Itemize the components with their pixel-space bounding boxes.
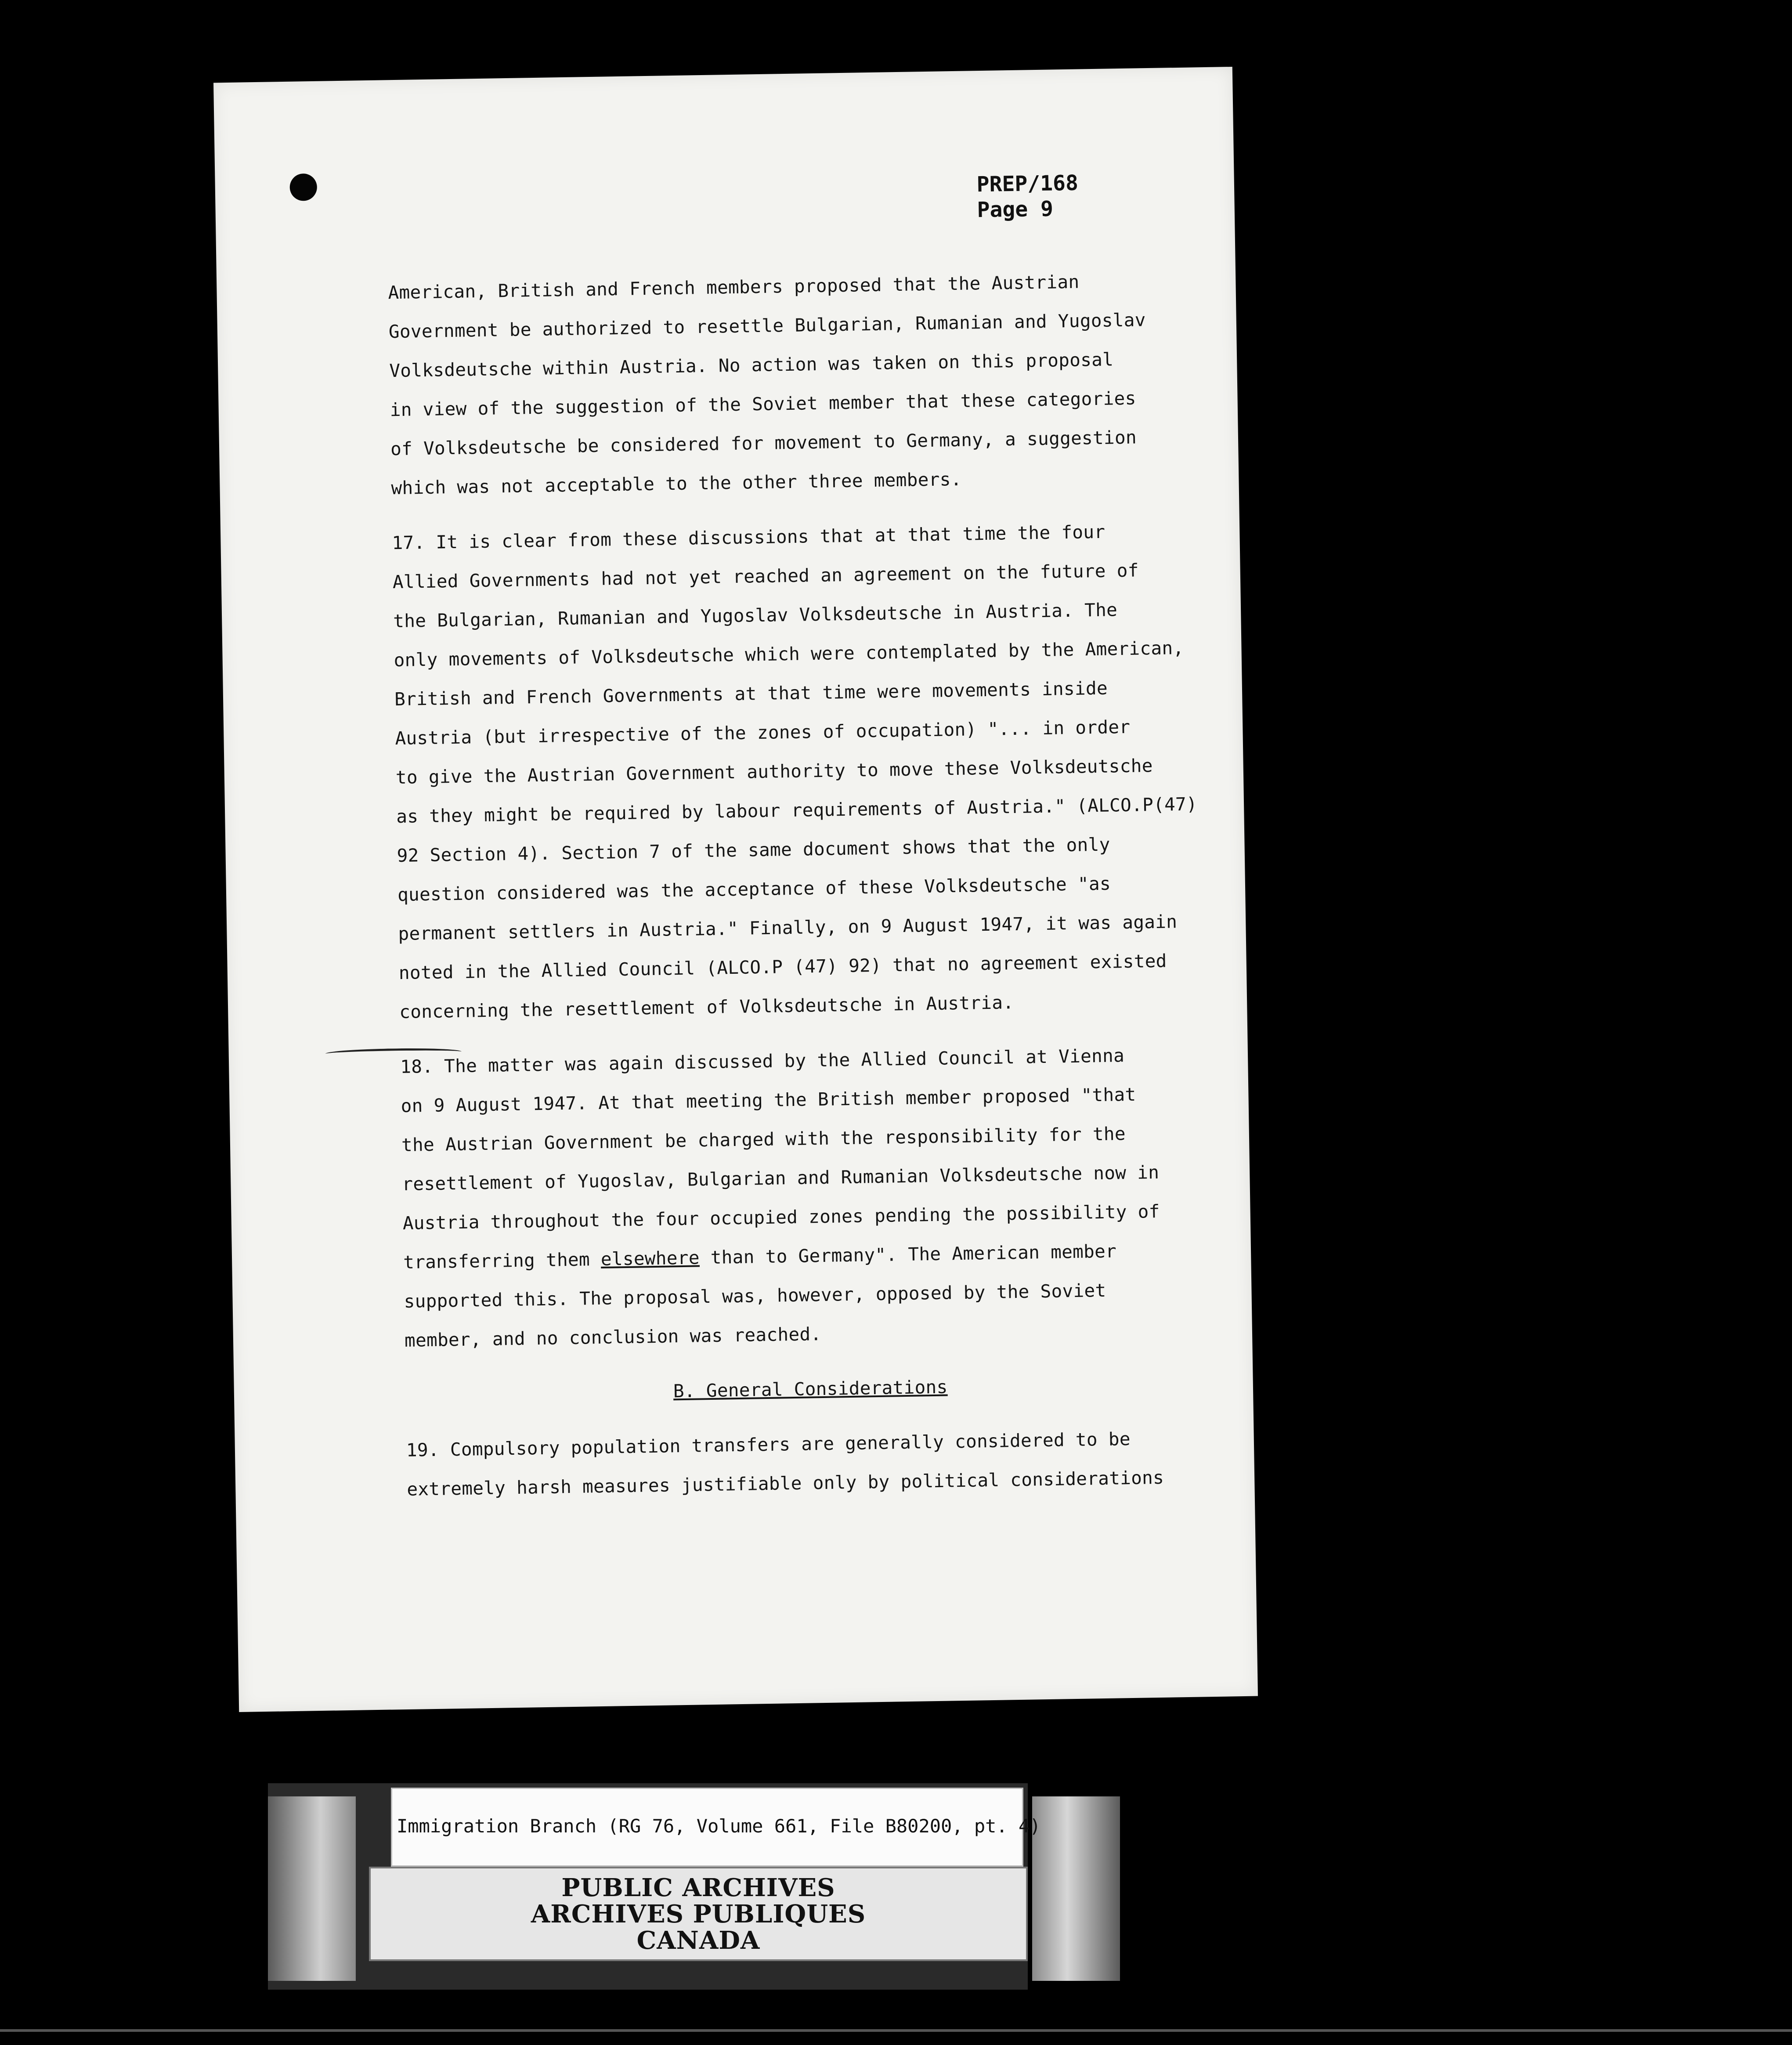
text-line: in view of the suggestion of the Soviet member that these categories [390, 387, 1136, 421]
underlined-word: elsewhere [600, 1247, 700, 1270]
archive-citation [391, 1788, 1041, 1867]
text-line: to give the Austrian Government authority to move these Volksdeutsche [395, 755, 1153, 788]
citation-text: Immigration Branch (RG 76, Volume 661, File B80200, pt. 4) [397, 1815, 1041, 1837]
text-line: British and French Governments at that time were movements inside [394, 677, 1108, 710]
text-line: Austria (but irrespective of the zones of occupation) "... in order [395, 716, 1131, 749]
text-line: which was not acceptable to the other three members. [391, 468, 962, 499]
text-segment: transferring them [403, 1248, 601, 1273]
stamp-line: ARCHIVES PUBLIQUES [531, 1900, 866, 1929]
text-line: concerning the resettlement of Volksdeutsche in Austria. [399, 992, 1014, 1023]
text-line: question considered was the acceptance of these Volksdeutsche "as [397, 873, 1111, 906]
film-edge [0, 2029, 1792, 2032]
text-line: Volksdeutsche within Austria. No action was taken on this proposal [389, 349, 1114, 382]
text-line: as they might be required by labour requirements of Austria." (ALCO.P(47) [396, 793, 1198, 827]
text-line: American, British and French members proposed that the Austrian [388, 271, 1080, 303]
text-line: member, and no conclusion was reached. [404, 1323, 822, 1351]
punch-hole [289, 173, 317, 201]
text-line: supported this. The proposal was, however, opposed by the Soviet [404, 1279, 1106, 1312]
text-line: noted in the Allied Council (ALCO.P (47) 92) that no agreement existed [398, 950, 1167, 984]
document-page [213, 67, 1258, 1712]
document-reference [976, 170, 1079, 223]
text-line: 92 Section 4). Section 7 of the same document shows that the only [397, 834, 1110, 867]
label-tab-left [268, 1796, 356, 1981]
text-line: on 9 August 1947. At that meeting the British member proposed "that [401, 1084, 1136, 1117]
paragraph-16-continued [388, 261, 1164, 508]
paragraph-18 [400, 1035, 1178, 1360]
text-line: the Austrian Government be charged with the responsibility for the [401, 1123, 1126, 1156]
text-line: the Bulgarian, Rumanian and Yugoslav Volksdeutsche in Austria. The [393, 599, 1118, 632]
stamp-line: PUBLIC ARCHIVES [561, 1873, 835, 1902]
text-line: permanent settlers in Austria." Finally, on 9 August 1947, it was again [398, 911, 1178, 945]
page-number: Page 9 [977, 196, 1054, 223]
reference-number: PREP/168 [976, 170, 1079, 197]
text-line: resettlement of Yugoslav, Bulgarian and Rumanian Volksdeutsche now in [402, 1161, 1160, 1195]
stamp-line: CANADA [636, 1926, 760, 1955]
text-segment: than to Germany". The American member [699, 1240, 1117, 1268]
text-line: Government be authorized to resettle Bulgarian, Rumanian and Yugoslav [388, 309, 1146, 343]
archive-stamp [369, 1867, 1028, 1961]
section-heading: B. General Considerations [673, 1376, 948, 1402]
paragraph-19 [406, 1419, 1180, 1509]
text-line: extremely harsh measures justifiable only by political considerations [406, 1467, 1164, 1500]
document-body [388, 261, 1198, 1525]
text-line: only movements of Volksdeutsche which were contemplated by the American, [394, 637, 1184, 671]
paragraph-17 [392, 512, 1198, 1032]
text-line: 17. It is clear from these discussions that at that time the four [392, 521, 1106, 554]
text-line: 19. Compulsory population transfers are generally considered to be [406, 1428, 1131, 1461]
text-line: 18. The matter was again discussed by the Allied Council at Vienna [400, 1045, 1125, 1078]
text-line: Allied Governments had not yet reached an agreement on the future of [392, 560, 1139, 593]
text-line: Austria throughout the four occupied zones pending the possibility of [402, 1200, 1160, 1234]
text-line: of Volksdeutsche be considered for movement to Germany, a suggestion [390, 426, 1137, 460]
label-tab-right [1032, 1796, 1120, 1981]
